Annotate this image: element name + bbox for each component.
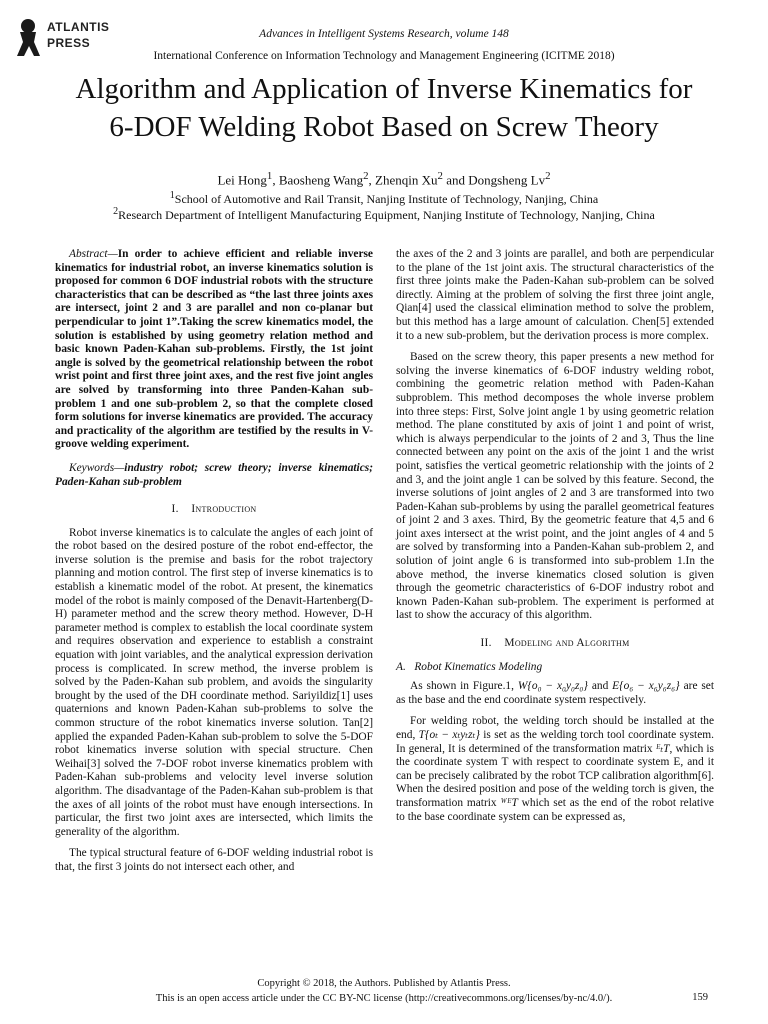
paper-title [20, 70, 748, 146]
conference-name: International Conference on Information Technology and Management Engineering (ICITME 2018) [153, 50, 615, 62]
author-affiliation-mark: 2 [363, 170, 369, 182]
author-affiliation-mark: 2 [545, 170, 551, 182]
subsection-heading: A. Robot Kinematics Modeling [396, 660, 543, 673]
right-column [396, 248, 714, 824]
journal-name: Advances in Intelligent Systems Research, volume 148 [259, 28, 509, 40]
section-title: Modeling and Algorithm [504, 637, 630, 650]
text-run: are set as the base and the end coordinate system respectively. [396, 680, 715, 706]
body-paragraph-torch [396, 715, 714, 824]
section-heading-introduction [55, 503, 373, 517]
inline-equation: ᵂᴱT [500, 796, 518, 809]
keywords [55, 462, 373, 489]
affiliation-mark: 1 [169, 190, 175, 201]
inline-equation: T{oₜ − xₜyₜzₜ} [418, 729, 480, 741]
copyright-notice: Copyright © 2018, the Authors. Published by Atlantis Press. [257, 978, 511, 989]
intro-paragraph-1: Robot inverse kinematics is to calculate the angles of each joint of the robot based on the desired posture of the robot end-effector, the inverse solution is the premise and basis for the robot trajectory planning and motion control. The first step of inverse kinematics is to establish a kinematic model of the robot. At present, the kinematics model of the robot is mainly composed of the Denavit-Hartenberg(D-H) parameter method and the screw theory method. However, D-H parameter method is complex to establish the local coordinate system and requires observation and experience to establish a constraint equation with joint variables, and the analytical expression derivation process is complicated. In screw method, the inverse problem is solved by the Paden-Kahan sub problem, and avoids the singularity brought by the used of the DH coordinate method. Sariyildiz[1] uses quaternions and known Paden-Kahan sub-problems to solve the common structure of the robot kinematics inverse solution. Tan[2] applied the expanded Paden-Kahan sub-problem to solve the 5-DOF robot kinematics inverse solution with special structure. Chen Weihai[3] solved the 7-DOF robot inverse kinematics problem with Paden-Kahan sub-problems and velocity level inverse solution algorithm. The disadvantage of the Paden-Kahan sub-problem is that the axes of all joints of the robot must have enough intersections. In particular, the first two joint axes are intersected, which limits the generality of the algorithm. [55, 526, 373, 838]
author-name: Zhenqin Xu [375, 172, 438, 188]
page-number: 159 [692, 992, 708, 1003]
author-separator: and [442, 172, 469, 188]
author-name: Baosheng Wang [278, 172, 364, 188]
author-list [0, 170, 768, 188]
section-title: Introduction [191, 503, 257, 516]
author-separator: , [272, 172, 279, 188]
logo-text-press: PRESS [47, 36, 91, 50]
body-paragraph-continued: the axes of the 2 and 3 joints are parallel, and both are perpendicular to the plane of the 1st joint axis. The structural characteristics of the first three joints make the Paden-Kahan sub-problem can be solved directly. Aiming at the problem of solving the first three joint angle, Qian[4] used the classical elimination method to solve the problem, but this method has a large amount of calculation. Chen[5] extended it to a new sub-problem, but the derivation process is more complex. [396, 248, 714, 342]
section-heading-modeling [396, 637, 714, 651]
license-notice: This is an open access article under the CC BY-NC license (http://creativecommons.org/licenses/by-nc/4.0/). [155, 993, 613, 1004]
intro-paragraph-2: The typical structural feature of 6-DOF welding industrial robot is that, the first 3 joints do not intersect each other, and [55, 847, 373, 873]
abstract-text: In order to achieve efficient and reliable inverse kinematics for industrial robot, an inverse kinematics solution is proposed for common 6 DOF industrial robots with the structure characteristics that can be described as “the last three joints axes are intersect, joint 2 and 3 are parallel and non co-planar but perpendicular to joint 1”.Taking the screw kinematics model, the solution is established by using geometry relation method and basic known Paden-Kahan sub-problems. Firstly, the 1st joint angle is solved by the geometrical relationship between the robot wrist point and first three joint axes, and the rest five joint angles are solved by transforming into three Panden-Kahan sub-problem 1 and one sub-problem 2, so that the complete closed form solutions for inverse kinematics are provided. The accuracy and practicality of the algorithm are testified by the results in V-groove welding experiment. [55, 248, 373, 451]
inline-equation: ᴱₜT [655, 742, 670, 755]
text-run: , which is the coordinate system T with respect to coordinate system E, and it can be precisely calibrated by the robot TCP calibration algorithm[6]. When the desired position and pose of the welding torch is given, the transformation matrix [396, 742, 714, 809]
body-paragraph-coordinates [396, 680, 714, 707]
author-affiliation-mark: 1 [266, 170, 273, 182]
inline-equation: E{o₆ − x₆y₆z₆} [612, 680, 680, 693]
author-name: Lei Hong [217, 172, 267, 188]
affiliation-2 [0, 206, 768, 223]
text-run: is set as the welding torch tool coordinate system. In general, It is determined of the transformation matrix [396, 729, 714, 755]
logo-text-atlantis: ATLANTIS [47, 20, 110, 34]
left-column [55, 248, 373, 875]
affiliation-mark: 2 [113, 206, 119, 217]
text-run: which set as the end of the robot relative to the base coordinate system can be expressed as, [396, 796, 714, 823]
affiliation-1 [0, 190, 768, 207]
text-run: For welding robot, the welding torch should be installed at the end, [396, 715, 714, 741]
title-line-1: Algorithm and Application of Inverse Kinematics for [75, 73, 693, 105]
text-run: As shown in Figure.1, [410, 680, 514, 693]
abstract [55, 248, 373, 452]
affiliation-text: School of Automotive and Rail Transit, Nanjing Institute of Technology, Nanjing, China [174, 192, 599, 206]
text-run: and [591, 680, 609, 693]
author-affiliation-mark: 2 [437, 170, 443, 182]
abstract-label: Abstract— [69, 248, 118, 260]
author-separator: , [368, 172, 376, 188]
keywords-text: industry robot; screw theory; inverse kinematics; Paden-Kahan sub-problem [55, 461, 373, 488]
inline-equation: W{o₀ − x₀y₀z₀} [517, 680, 588, 693]
body-paragraph-method: Based on the screw theory, this paper presents a new method for solving the inverse kinematics of 6-DOF industry welding robot, combining the geometric relation method with Paden-Kahan subproblem. This method decomposes the whole inverse problem into three steps: First, Solve joint angle 1 by using geometric relation method. The plane constituted by axis of joint 1 and point of wrist, which is always perpendicular to the joints of 2 and 3, Thus the line connected between any point on the axis of the joint 1 and the wrist point, satisfies the vertical geometric relationship with the joints of 2 and 3, and the joint angle 1 can be solved by this feature. Second, the inverse solutions of joint angles of 2 and 3 are transformed into two Paden-Kahan sub-problems by using the parallel geometrical features of joint 2 and 3 axes. Third, By the geometric feature that 4,5 and 6 joint axes intersect at the wrist point, and the joint angles of 4 and 5 are solved by transforming into a Panden-Kahan sub-problem 2, and solution of joint angle 6 is transformed into sub-problem 1.In the above method, the inverse kinematics closed solution is given through the geometric characteristics of 6-DOF industry robot and known Paden-Kahan sub-problem. The experiment is performed at last to show the accuracy of this algorithm. [396, 351, 714, 622]
affiliation-text: Research Department of Intelligent Manufacturing Equipment, Nanjing Institute of Technology, Nanjing, China [118, 208, 655, 222]
title-line-2: 6-DOF Welding Robot Based on Screw Theory [109, 111, 659, 143]
author-name: Dongsheng Lv [468, 172, 546, 188]
keywords-label: Keywords— [69, 461, 125, 474]
section-number: I. [171, 503, 179, 516]
section-number: II. [480, 637, 492, 650]
